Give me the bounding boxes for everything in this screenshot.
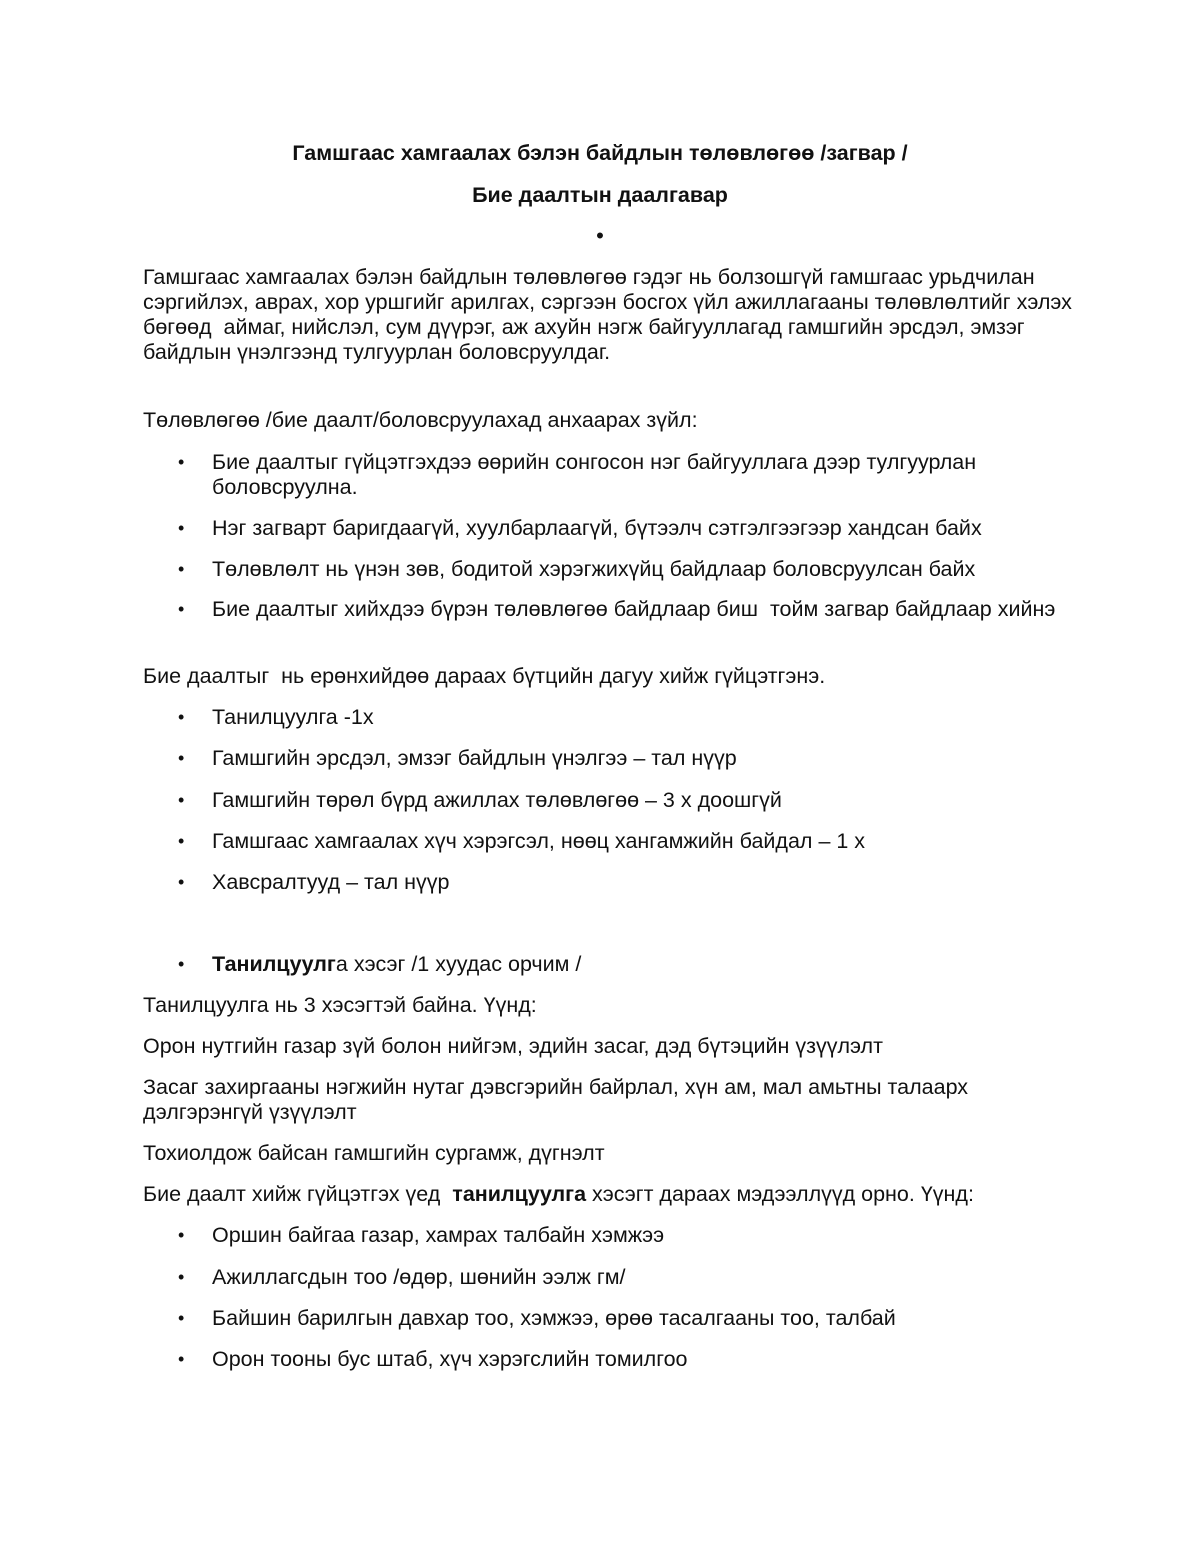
structure-item-text: Хавсралтууд – тал нүүр: [212, 870, 450, 894]
bullet-icon: •: [178, 599, 185, 619]
bullet-icon: •: [178, 872, 185, 892]
info-item-text: Байшин барилгын давхар тоо, хэмжээ, өрөө тасалгааны тоо, талбай: [212, 1306, 896, 1330]
bullet-icon: •: [178, 518, 185, 538]
structure-item-text: Гамшгийн төрөл бүрд ажиллах төлөвлөгөө – 3 х доошгүй: [212, 788, 782, 812]
intro-part: Тохиолдож байсан гамшгийн сургамж, дүгнэлт: [143, 1141, 605, 1165]
attention-item-text: Бие даалтыг гүйцэтгэхдээ өөрийн сонгосон нэг байгууллага дээр тулгуурлан боловсруулна.: [212, 450, 983, 499]
intro-paragraph: Гамшгаас хамгаалах бэлэн байдлын төлөвлөгөө гэдэг нь болзошгүй гамшгаас урьдчилан сэргийлэх, аврах, хор уршгийг арилгах, сэргээн босгох үйл ажиллагааны төлөвлөлтийг хэлэх бөгөөд аймаг, нийслэл, сум дүүрэг, аж ахуйн нэгж байгууллагад гамшгийн эрсдэл, эмзэг байдлын үнэлгээнд тулгуурлан боловсруулдаг.: [143, 265, 1078, 364]
info-sentence-before: Бие даалт хийж гүйцэтгэх үед: [143, 1182, 453, 1206]
bullet-icon: •: [178, 559, 185, 579]
bullet-icon: •: [178, 707, 185, 727]
intro-section-text: [212, 952, 1072, 977]
bullet-icon: •: [178, 1225, 185, 1245]
bullet-icon: •: [178, 452, 185, 472]
document-subtitle: Бие даалтын даалгавар: [472, 183, 728, 207]
attention-item-text: Бие даалтыг хийхдээ бүрэн төлөвлөгөө байдлаар биш тойм загвар байдлаар хийнэ: [212, 597, 1056, 621]
info-sentence: [143, 1182, 1073, 1207]
info-sentence-bold: танилцуулга: [452, 1182, 587, 1206]
document-title: Гамшгаас хамгаалах бэлэн байдлын төлөвлөгөө /загвар /: [292, 141, 908, 165]
attention-item-text: Төлөвлөлт нь үнэн зөв, бодитой хэрэгжихүйц байдлаар боловсруулсан байх: [212, 557, 976, 581]
bullet-icon: •: [178, 1349, 185, 1369]
structure-item-text: Гамшгаас хамгаалах хүч хэрэгсэл, нөөц хангамжийн байдал – 1 х: [212, 829, 866, 853]
info-item-text: Ажиллагсдын тоо /өдөр, шөнийн ээлж гм/: [212, 1265, 626, 1289]
intro-part: Засаг захиргааны нэгжийн нутаг дэвсгэрийн байрлал, хүн ам, мал амьтны талаарх дэлгэрэнгүй үзүүлэлт: [143, 1075, 975, 1124]
info-item-text: Орон тооны бус штаб, хүч хэрэгслийн томилгоо: [212, 1347, 688, 1371]
intro-section-rest: а хэсэг /1 хуудас орчим /: [335, 952, 582, 976]
structure-item-text: Гамшгийн эрсдэл, эмзэг байдлын үнэлгээ – тал нүүр: [212, 746, 737, 770]
info-item-text: Оршин байгаа газар, хамрах талбайн хэмжээ: [212, 1223, 665, 1247]
structure-heading: Бие даалтыг нь ерөнхийдөө дараах бүтцийн дагуу хийж гүйцэтгэнэ.: [143, 664, 826, 688]
intro-section-bold: Танилцуулг: [212, 952, 336, 976]
bullet-icon: •: [178, 1267, 185, 1287]
bullet-icon: •: [178, 1308, 185, 1328]
bullet-icon: •: [178, 748, 185, 768]
structure-item-text: Танилцуулга -1х: [212, 705, 374, 729]
attention-heading: Төлөвлөгөө /бие даалт/боловсруулахад анхаарах зүйл:: [143, 408, 698, 432]
bullet-icon: •: [178, 790, 185, 810]
info-sentence-after: хэсэгт дараах мэдээллүүд орно. Үүнд:: [586, 1182, 974, 1206]
intro-parts-heading: Танилцуулга нь 3 хэсэгтэй байна. Үүнд:: [143, 993, 537, 1017]
attention-item-text: Нэг загварт баригдаагүй, хуулбарлаагүй, бүтээлч сэтгэлгээгээр хандсан байх: [212, 516, 982, 540]
intro-part: Орон нутгийн газар зүй болон нийгэм, эдийн засаг, дэд бүтэцийн үзүүлэлт: [143, 1034, 883, 1058]
bullet-icon: •: [178, 831, 185, 851]
bullet-icon: •: [178, 954, 185, 974]
center-bullet: •: [596, 223, 604, 248]
